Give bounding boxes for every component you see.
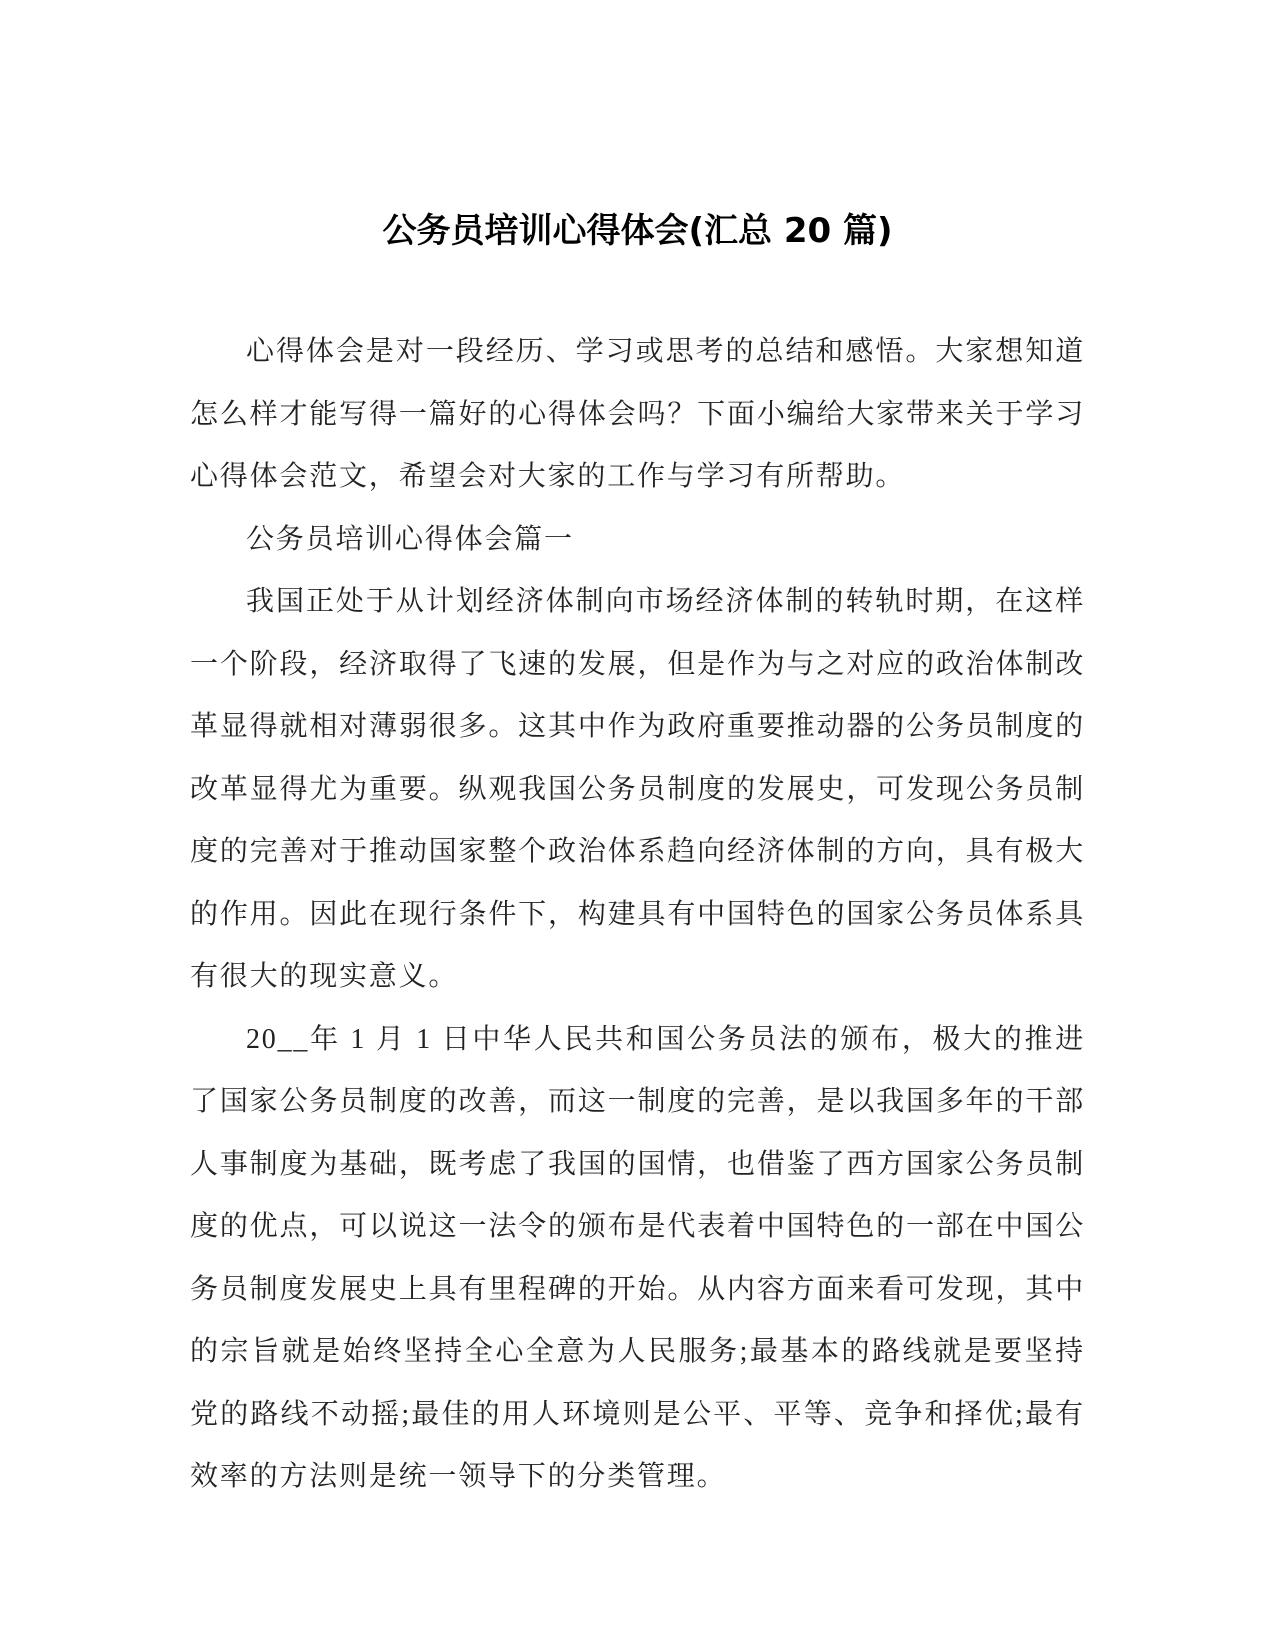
paragraph-body-2: 20__年 1 月 1 日中华人民共和国公务员法的颁布，极大的推进了国家公务员制度的改善，而这一制度的完善，是以我国多年的干部人事制度为基础，既考虑了我国的国情，也借鉴了西方国家公务员制度的优点，可以说这一法令的颁布是代表着中国特色的一部在中国公务员制度发展史上具有里程碑的开始。从内容方面来看可发现，其中的宗旨就是始终坚持全心全意为人民服务;最基本的路线就是要坚持党的路线不动摇;最佳的用人环境则是公平、平等、竞争和择优;最有效率的方法则是统一领导下的分类管理。 [190, 1023, 1085, 1492]
paragraph-body-1: 我国正处于从计划经济体制向市场经济体制的转轨时期，在这样一个阶段，经济取得了飞速的发展，但是作为与之对应的政治体制改革显得就相对薄弱很多。这其中作为政府重要推动器的公务员制度的改革显得尤为重要。纵观我国公务员制度的发展史，可发现公务员制度的完善对于推动国家整个政治体系趋向经济体制的方向，具有极大的作用。因此在现行条件下，构建具有中国特色的国家公务员体系具有很大的现实意义。 [190, 586, 1085, 992]
document-body [190, 321, 1085, 1509]
paragraph-intro: 心得体会是对一段经历、学习或思考的总结和感悟。大家想知道怎么样才能写得一篇好的心得体会吗？下面小编给大家带来关于学习心得体会范文，希望会对大家的工作与学习有所帮助。 [190, 336, 1085, 492]
paragraph-section-heading: 公务员培训心得体会篇一 [246, 523, 574, 555]
document-title: 公务员培训心得体会(汇总 20 篇) [382, 211, 893, 251]
